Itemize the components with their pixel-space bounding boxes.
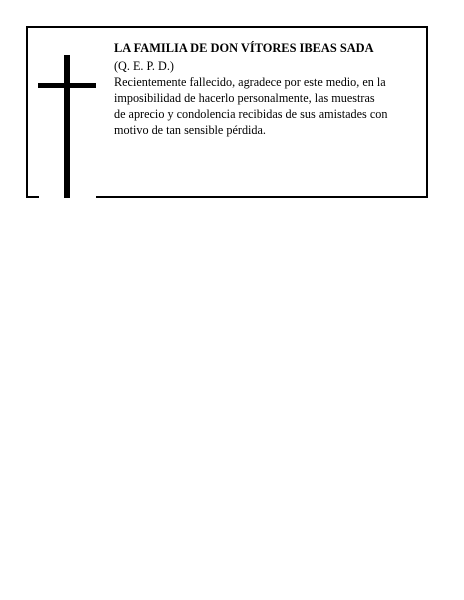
body-line: imposibilidad de hacerlo personalmente, las muestras [114, 91, 375, 105]
cross-crossbar [38, 83, 96, 88]
obituary-notice [26, 26, 428, 198]
body-line: de aprecio y condolencia recibidas de sus amistades con [114, 107, 388, 121]
rip-abbreviation: (Q. E. P. D.) [114, 59, 174, 73]
notice-text [114, 40, 426, 138]
border-bottom-right [96, 196, 428, 198]
border-right [426, 26, 428, 198]
family-heading: LA FAMILIA DE DON VÍTORES IBEAS SADA [114, 41, 374, 55]
border-left [26, 26, 28, 198]
body-line: Recientemente fallecido, agradece por este medio, en la [114, 75, 386, 89]
body-line: motivo de tan sensible pérdida. [114, 123, 266, 137]
border-top [26, 26, 428, 28]
cross-upright [64, 55, 70, 198]
notice-body [114, 74, 426, 138]
latin-cross-icon [38, 55, 96, 198]
